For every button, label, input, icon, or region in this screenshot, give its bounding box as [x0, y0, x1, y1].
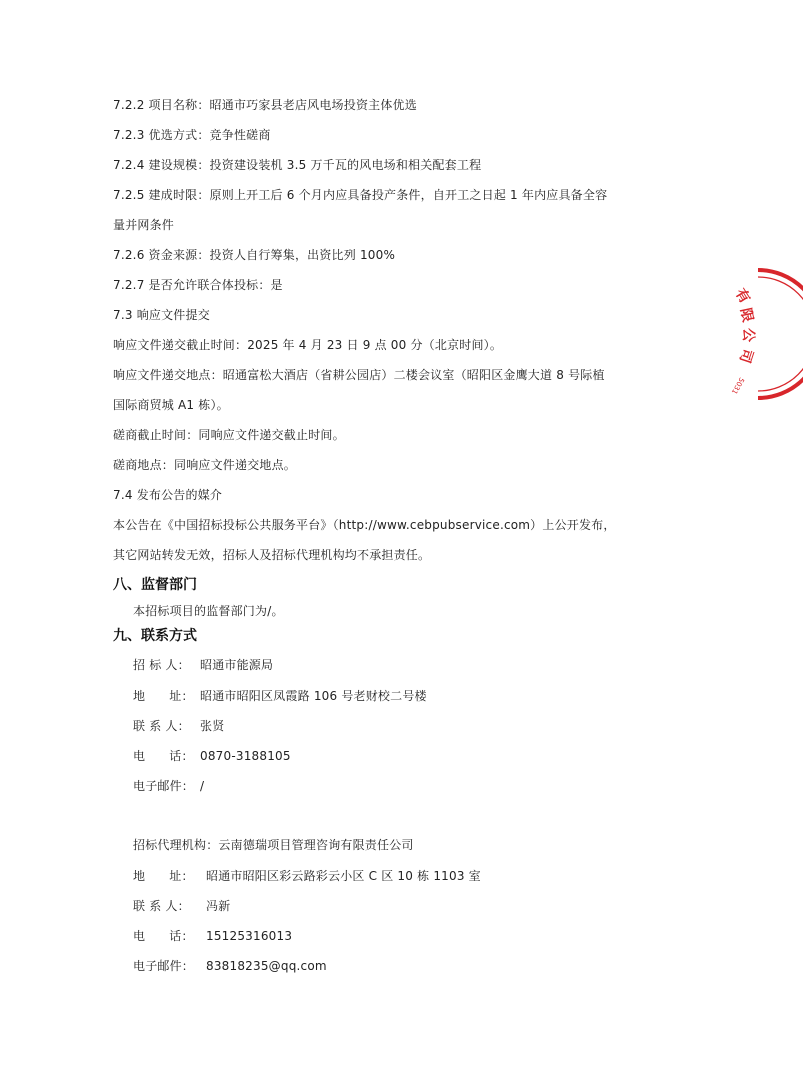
tenderer-phone-row — [133, 748, 291, 764]
agency-phone: 15125316013 — [206, 929, 293, 943]
tenderer-person: 张贤 — [200, 719, 225, 733]
supervision-text: 本招标项目的监督部门为/。 — [133, 604, 284, 618]
agency-label: 招标代理机构： — [133, 838, 219, 852]
consortium-line: 7.2.7 是否允许联合体投标：是 — [113, 278, 283, 292]
seal-text-char-4: 司 — [735, 346, 756, 365]
seal-text-char-3: 公 — [739, 327, 757, 343]
consult-deadline: 磋商截止时间：同响应文件递交截止时间。 — [113, 428, 345, 442]
tenderer-email-row — [133, 778, 204, 794]
tenderer-row — [133, 657, 273, 673]
media-line-1: 本公告在《中国招标投标公共服务平台》（http://www.cebpubservice.com）上公开发布， — [113, 518, 616, 532]
agency-person-label: 联 系 人： — [133, 899, 190, 913]
tenderer-email: / — [200, 779, 205, 793]
agency-email-label: 电子邮件： — [133, 959, 195, 973]
submission-title: 7.3 响应文件提交 — [113, 308, 210, 322]
seal-ring — [758, 270, 803, 398]
tenderer-phone-label: 电 话： — [133, 749, 194, 763]
company-seal-stamp — [729, 267, 803, 401]
agency-address-label: 地 址： — [133, 869, 194, 883]
agency-person-row — [133, 898, 230, 914]
agency-value: 云南德瑞项目管理咨询有限责任公司 — [218, 838, 414, 852]
supervision-heading: 八、监督部门 — [113, 577, 197, 593]
agency-email-row — [133, 958, 327, 974]
tenderer-phone: 0870-3188105 — [200, 749, 291, 763]
seal-text-char-2: 限 — [736, 306, 756, 324]
agency-email: 83818235@qq.com — [206, 959, 327, 973]
tenderer-address-row — [133, 688, 427, 704]
selection-method-line: 7.2.3 优选方式：竞争性磋商 — [113, 128, 271, 142]
tenderer-value: 昭通市能源局 — [200, 658, 274, 672]
completion-deadline-line-1: 7.2.5 建成时限：原则上开工后 6 个月内应具备投产条件，自开工之日起 1 年内应具备全容 — [113, 188, 608, 202]
construction-scale-line: 7.2.4 建设规模：投资建设装机 3.5 万千瓦的风电场和相关配套工程 — [113, 158, 482, 172]
agency-person: 冯新 — [206, 899, 231, 913]
agency-row — [133, 837, 414, 853]
agency-address: 昭通市昭阳区彩云路彩云小区 C 区 10 栋 1103 室 — [206, 869, 481, 883]
tenderer-address-label: 地 址： — [133, 689, 194, 703]
seal-text-char-1: 有 — [731, 286, 753, 307]
contact-heading: 九、联系方式 — [113, 628, 197, 644]
submission-deadline: 响应文件递交截止时间：2025 年 4 月 23 日 9 点 00 分（北京时间）。 — [113, 338, 503, 352]
media-title: 7.4 发布公告的媒介 — [113, 488, 223, 502]
media-line-2: 其它网站转发无效，招标人及招标代理机构均不承担责任。 — [113, 548, 431, 562]
agency-phone-row — [133, 928, 292, 944]
submission-location-line-1: 响应文件递交地点：昭通富松大酒店（省耕公园店）二楼会议室（昭阳区金鹰大道 8 号际植 — [113, 368, 605, 382]
consult-location: 磋商地点：同响应文件递交地点。 — [113, 458, 297, 472]
completion-deadline-line-2: 量并网条件 — [113, 218, 175, 232]
submission-location-line-2: 国际商贸城 A1 栋）。 — [113, 398, 229, 412]
tenderer-address: 昭通市昭阳区凤霞路 106 号老财校二号楼 — [200, 689, 427, 703]
tenderer-email-label: 电子邮件： — [133, 779, 195, 793]
agency-phone-label: 电 话： — [133, 929, 194, 943]
project-name-line: 7.2.2 项目名称：昭通市巧家县老店风电场投资主体优选 — [113, 98, 417, 112]
tenderer-label: 招 标 人： — [133, 658, 190, 672]
seal-number: 5031 — [729, 376, 746, 396]
tenderer-person-row — [133, 718, 224, 734]
funding-source-line: 7.2.6 资金来源：投资人自行筹集，出资比列 100% — [113, 248, 396, 262]
agency-address-row — [133, 868, 481, 884]
tenderer-person-label: 联 系 人： — [133, 719, 190, 733]
